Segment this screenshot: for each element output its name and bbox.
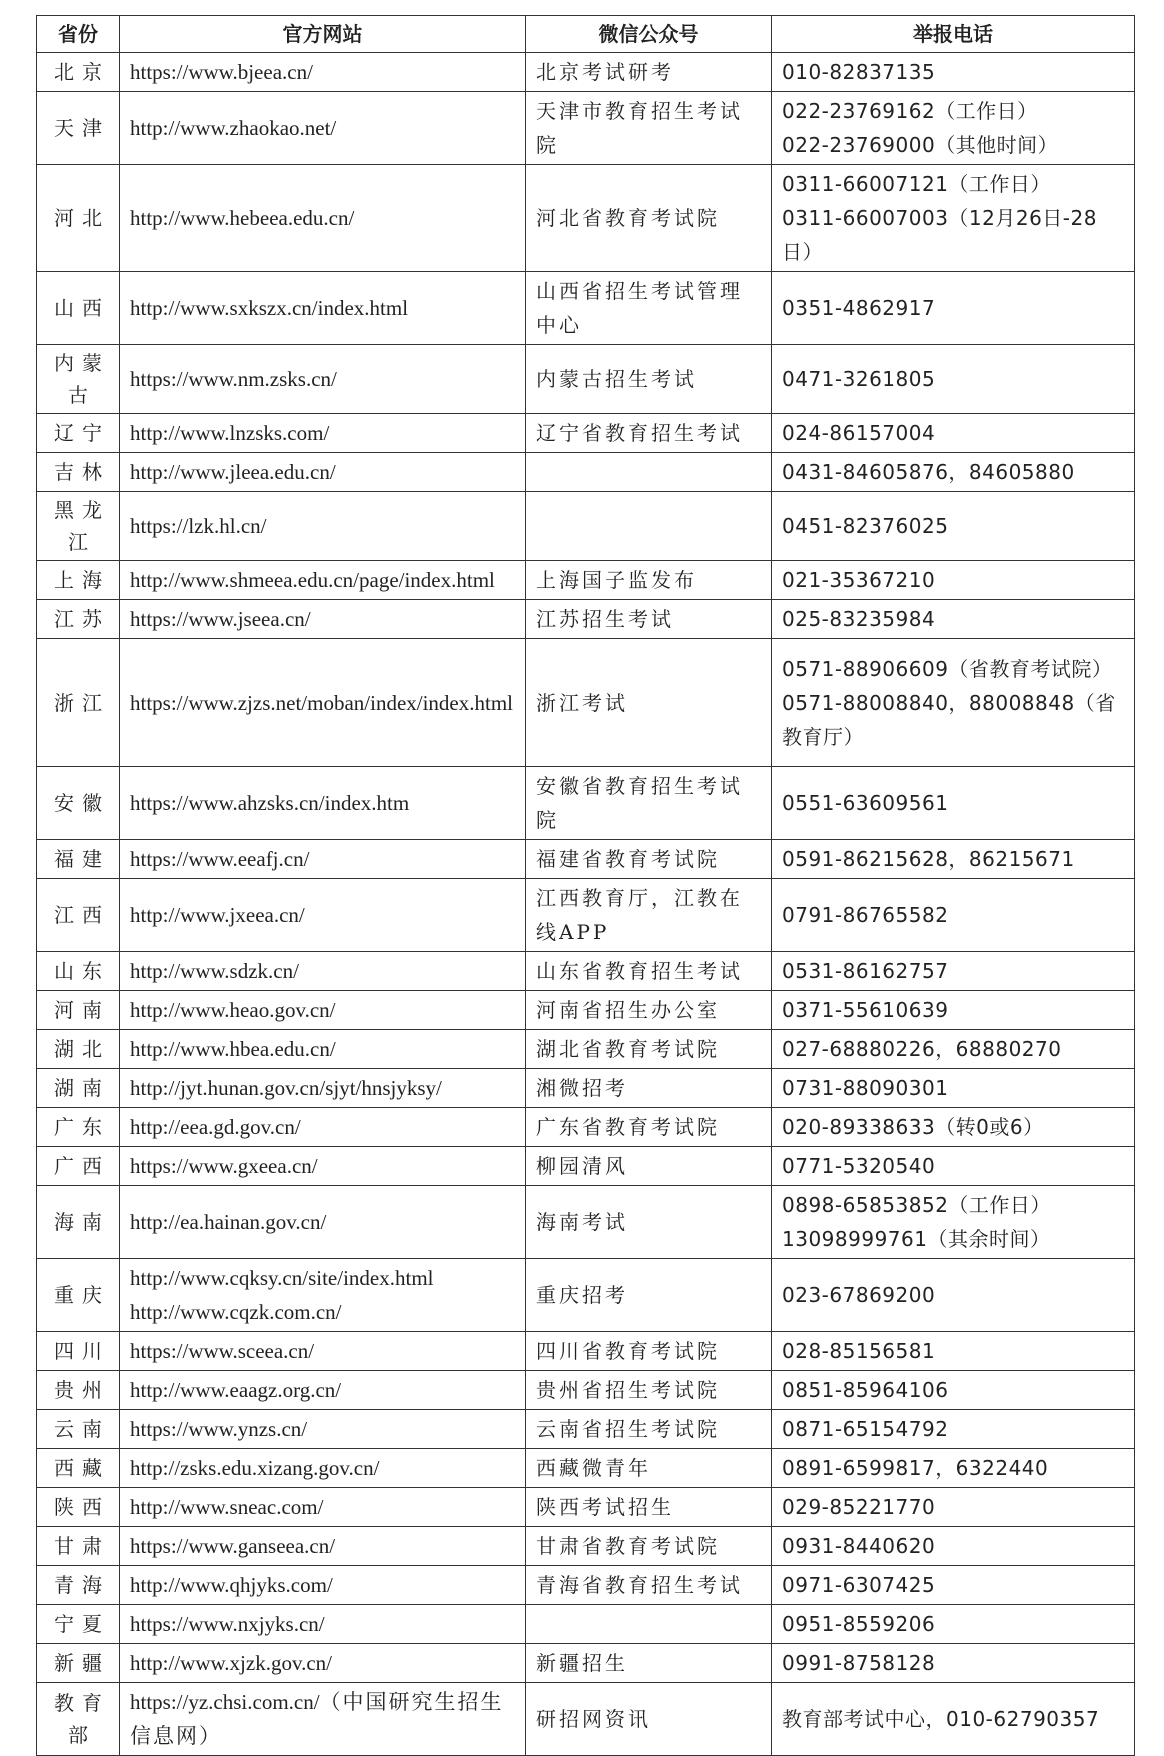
province-cell: 山西 xyxy=(37,272,120,345)
phone-number: 13098999761（其余时间） xyxy=(782,1227,1051,1251)
table-row xyxy=(37,1410,1135,1449)
province-cell: 河北 xyxy=(37,165,120,272)
phone-number: 0531-86162757 xyxy=(782,959,949,983)
phone-number: 020-89338633（转0或6） xyxy=(782,1115,1044,1139)
website-note: （中国研究生招生信息网） xyxy=(130,1690,504,1748)
phone-number: 029-85221770 xyxy=(782,1495,936,1519)
table-row xyxy=(37,840,1135,879)
province-cell: 吉林 xyxy=(37,453,120,492)
wechat-cell: 湖北省教育考试院 xyxy=(526,1030,772,1069)
phone-cell xyxy=(772,1147,1135,1186)
website-cell xyxy=(120,492,526,561)
table-header-row xyxy=(37,16,1135,53)
phone-number: 0571-88008840，88008848（省教育厅） xyxy=(782,690,1116,749)
phone-cell xyxy=(772,1030,1135,1069)
table-row xyxy=(37,92,1135,165)
phone-cell xyxy=(772,1371,1135,1410)
phone-number: 教育部考试中心，010-62790357 xyxy=(782,1707,1100,1731)
province-cell: 黑龙江 xyxy=(37,492,120,561)
website-cell xyxy=(120,1030,526,1069)
province-cell: 新疆 xyxy=(37,1644,120,1683)
province-cell: 上海 xyxy=(37,561,120,600)
phone-cell xyxy=(772,492,1135,561)
province-cell: 辽宁 xyxy=(37,414,120,453)
phone-number: 0371-55610639 xyxy=(782,998,949,1022)
website-cell xyxy=(120,414,526,453)
province-cell: 青海 xyxy=(37,1566,120,1605)
website-link[interactable]: http://www.hbea.edu.cn/ xyxy=(130,1037,336,1061)
website-link[interactable]: http://www.qhjyks.com/ xyxy=(130,1573,333,1597)
website-link[interactable]: https://www.ahzsks.cn/index.htm xyxy=(130,791,410,815)
province-cell: 宁夏 xyxy=(37,1605,120,1644)
website-link[interactable]: http://jyt.hunan.gov.cn/sjyt/hnsjyksy/ xyxy=(130,1076,442,1100)
province-cell: 北京 xyxy=(37,53,120,92)
table-row xyxy=(37,345,1135,414)
phone-cell xyxy=(772,1527,1135,1566)
table-row xyxy=(37,1030,1135,1069)
table-row xyxy=(37,165,1135,272)
website-link[interactable]: http://www.heao.gov.cn/ xyxy=(130,998,336,1022)
website-link[interactable]: https://www.zjzs.net/moban/index/index.html xyxy=(130,690,514,715)
table-row xyxy=(37,1644,1135,1683)
wechat-cell: 福建省教育考试院 xyxy=(526,840,772,879)
website-link[interactable]: http://www.sneac.com/ xyxy=(130,1495,324,1519)
phone-number: 022-23769162（工作日） xyxy=(782,99,1038,123)
wechat-cell: 柳园清风 xyxy=(526,1147,772,1186)
province-cell: 广东 xyxy=(37,1108,120,1147)
province-cell: 广西 xyxy=(37,1147,120,1186)
phone-cell xyxy=(772,1410,1135,1449)
website-cell xyxy=(120,840,526,879)
wechat-cell: 山东省教育招生考试 xyxy=(526,952,772,991)
website-link[interactable]: http://www.cqzk.com.cn/ xyxy=(130,1300,342,1324)
website-cell xyxy=(120,561,526,600)
website-link[interactable]: http://zsks.edu.xizang.gov.cn/ xyxy=(130,1456,380,1480)
wechat-cell: 河南省招生办公室 xyxy=(526,991,772,1030)
website-cell xyxy=(120,1644,526,1683)
website-cell xyxy=(120,952,526,991)
wechat-cell: 内蒙古招生考试 xyxy=(526,345,772,414)
website-link[interactable]: http://www.xjzk.gov.cn/ xyxy=(130,1651,333,1675)
website-cell xyxy=(120,1566,526,1605)
table-row xyxy=(37,879,1135,952)
table-row xyxy=(37,1371,1135,1410)
phone-cell xyxy=(772,1186,1135,1259)
phone-cell xyxy=(772,1566,1135,1605)
province-cell: 重庆 xyxy=(37,1259,120,1332)
wechat-cell: 北京考试研考 xyxy=(526,53,772,92)
wechat-cell: 陕西考试招生 xyxy=(526,1488,772,1527)
phone-number: 0971-6307425 xyxy=(782,1573,936,1597)
phone-cell xyxy=(772,1259,1135,1332)
website-cell xyxy=(120,1410,526,1449)
table-row xyxy=(37,453,1135,492)
phone-cell xyxy=(772,92,1135,165)
website-link[interactable]: https://www.nxjyks.cn/ xyxy=(130,1612,325,1636)
province-cell: 西藏 xyxy=(37,1449,120,1488)
phone-cell xyxy=(772,1449,1135,1488)
contacts-table-container xyxy=(36,15,1134,1756)
wechat-cell: 辽宁省教育招生考试 xyxy=(526,414,772,453)
table-row xyxy=(37,1605,1135,1644)
phone-cell xyxy=(772,991,1135,1030)
website-cell xyxy=(120,1527,526,1566)
website-cell xyxy=(120,879,526,952)
website-link[interactable]: http://www.zhaokao.net/ xyxy=(130,116,337,140)
website-link[interactable]: http://www.sdzk.cn/ xyxy=(130,959,299,983)
province-cell: 内蒙古 xyxy=(37,345,120,414)
phone-number: 028-85156581 xyxy=(782,1339,936,1363)
website-link[interactable]: https://www.jseea.cn/ xyxy=(130,607,311,631)
website-cell xyxy=(120,1449,526,1488)
table-row xyxy=(37,1527,1135,1566)
wechat-cell: 云南省招生考试院 xyxy=(526,1410,772,1449)
phone-cell xyxy=(772,600,1135,639)
phone-cell xyxy=(772,879,1135,952)
website-cell xyxy=(120,1488,526,1527)
website-link[interactable]: http://ea.hainan.gov.cn/ xyxy=(130,1210,327,1234)
phone-cell xyxy=(772,639,1135,767)
website-link[interactable]: https://www.sceea.cn/ xyxy=(130,1339,315,1363)
header-website: 官方网站 xyxy=(120,16,526,53)
table-row xyxy=(37,1108,1135,1147)
wechat-cell: 西藏微青年 xyxy=(526,1449,772,1488)
website-cell xyxy=(120,92,526,165)
phone-number: 0311-66007003（12月26日-28日） xyxy=(782,206,1097,264)
header-wechat: 微信公众号 xyxy=(526,16,772,53)
exam-contacts-table xyxy=(36,15,1135,1756)
website-link[interactable]: https://yz.chsi.com.cn/ xyxy=(130,1690,320,1714)
website-cell xyxy=(120,1108,526,1147)
province-cell: 四川 xyxy=(37,1332,120,1371)
phone-cell xyxy=(772,1332,1135,1371)
website-cell xyxy=(120,639,526,767)
website-cell xyxy=(120,53,526,92)
phone-number: 0931-8440620 xyxy=(782,1534,936,1558)
table-row xyxy=(37,414,1135,453)
website-link[interactable]: https://www.nm.zsks.cn/ xyxy=(130,367,337,391)
phone-cell xyxy=(772,1605,1135,1644)
wechat-cell: 山西省招生考试管理中心 xyxy=(526,272,772,345)
website-link[interactable]: http://eea.gd.gov.cn/ xyxy=(130,1115,301,1139)
phone-cell xyxy=(772,561,1135,600)
phone-cell xyxy=(772,767,1135,840)
phone-number: 0898-65853852（工作日） xyxy=(782,1193,1051,1217)
phone-number: 0551-63609561 xyxy=(782,791,949,815)
table-row xyxy=(37,1186,1135,1259)
phone-cell xyxy=(772,414,1135,453)
header-province: 省份 xyxy=(37,16,120,53)
website-link[interactable]: http://www.hebeea.edu.cn/ xyxy=(130,206,355,230)
website-link[interactable]: https://www.ynzs.cn/ xyxy=(130,1417,308,1441)
wechat-cell: 甘肃省教育考试院 xyxy=(526,1527,772,1566)
website-link[interactable]: https://lzk.hl.cn/ xyxy=(130,514,267,538)
table-row xyxy=(37,1488,1135,1527)
website-link[interactable]: http://www.lnzsks.com/ xyxy=(130,421,330,445)
table-row xyxy=(37,53,1135,92)
phone-number: 0891-6599817，6322440 xyxy=(782,1456,1049,1480)
table-row xyxy=(37,1449,1135,1488)
website-link[interactable]: http://www.jxeea.cn/ xyxy=(130,903,305,927)
wechat-cell: 重庆招考 xyxy=(526,1259,772,1332)
wechat-cell xyxy=(526,453,772,492)
phone-number: 0771-5320540 xyxy=(782,1154,936,1178)
province-cell: 安徽 xyxy=(37,767,120,840)
website-cell xyxy=(120,767,526,840)
website-link[interactable]: http://www.sxkszx.cn/index.html xyxy=(130,296,409,320)
website-cell xyxy=(120,165,526,272)
wechat-cell xyxy=(526,492,772,561)
province-cell: 江苏 xyxy=(37,600,120,639)
wechat-cell: 新疆招生 xyxy=(526,1644,772,1683)
website-link[interactable]: https://www.ganseea.cn/ xyxy=(130,1534,336,1558)
phone-cell xyxy=(772,1644,1135,1683)
phone-cell xyxy=(772,1069,1135,1108)
phone-number: 022-23769000（其他时间） xyxy=(782,133,1059,157)
phone-cell xyxy=(772,345,1135,414)
phone-cell xyxy=(772,453,1135,492)
wechat-cell: 安徽省教育招生考试院 xyxy=(526,767,772,840)
table-row xyxy=(37,991,1135,1030)
province-cell: 教育部 xyxy=(37,1683,120,1756)
table-row xyxy=(37,767,1135,840)
wechat-cell: 海南考试 xyxy=(526,1186,772,1259)
website-link[interactable]: https://www.bjeea.cn/ xyxy=(130,60,313,84)
website-cell xyxy=(120,345,526,414)
website-cell xyxy=(120,600,526,639)
phone-number: 0351-4862917 xyxy=(782,296,936,320)
website-cell xyxy=(120,453,526,492)
phone-cell xyxy=(772,1108,1135,1147)
website-cell xyxy=(120,272,526,345)
phone-number: 021-35367210 xyxy=(782,568,936,592)
website-cell xyxy=(120,991,526,1030)
website-cell xyxy=(120,1605,526,1644)
phone-number: 023-67869200 xyxy=(782,1283,936,1307)
phone-number: 027-68880226，68880270 xyxy=(782,1037,1062,1061)
province-cell: 山东 xyxy=(37,952,120,991)
website-link[interactable]: http://www.cqksy.cn/site/index.html xyxy=(130,1266,434,1290)
website-cell xyxy=(120,1186,526,1259)
phone-number: 025-83235984 xyxy=(782,607,936,631)
table-row xyxy=(37,272,1135,345)
website-link[interactable]: http://www.jleea.edu.cn/ xyxy=(130,460,336,484)
website-cell xyxy=(120,1371,526,1410)
province-cell: 甘肃 xyxy=(37,1527,120,1566)
wechat-cell: 研招网资讯 xyxy=(526,1683,772,1756)
phone-number: 0791-86765582 xyxy=(782,903,949,927)
province-cell: 湖南 xyxy=(37,1069,120,1108)
wechat-cell: 天津市教育招生考试院 xyxy=(526,92,772,165)
province-cell: 海南 xyxy=(37,1186,120,1259)
province-cell: 天津 xyxy=(37,92,120,165)
wechat-cell: 湘微招考 xyxy=(526,1069,772,1108)
website-link[interactable]: https://www.eeafj.cn/ xyxy=(130,847,310,871)
phone-cell xyxy=(772,952,1135,991)
website-cell xyxy=(120,1332,526,1371)
province-cell: 贵州 xyxy=(37,1371,120,1410)
table-row xyxy=(37,1683,1135,1756)
phone-cell xyxy=(772,272,1135,345)
website-cell xyxy=(120,1147,526,1186)
wechat-cell: 浙江考试 xyxy=(526,639,772,767)
table-body xyxy=(37,53,1135,1756)
wechat-cell: 贵州省招生考试院 xyxy=(526,1371,772,1410)
website-cell xyxy=(120,1259,526,1332)
phone-cell xyxy=(772,53,1135,92)
phone-number: 0951-8559206 xyxy=(782,1612,936,1636)
province-cell: 浙江 xyxy=(37,639,120,767)
phone-cell xyxy=(772,1488,1135,1527)
table-row xyxy=(37,561,1135,600)
phone-number: 024-86157004 xyxy=(782,421,936,445)
table-row xyxy=(37,1147,1135,1186)
phone-number: 0431-84605876，84605880 xyxy=(782,460,1075,484)
province-cell: 湖北 xyxy=(37,1030,120,1069)
wechat-cell: 江苏招生考试 xyxy=(526,600,772,639)
phone-number: 0311-66007121（工作日） xyxy=(782,172,1051,196)
phone-number: 0871-65154792 xyxy=(782,1417,949,1441)
phone-number: 0571-88906609（省教育考试院） xyxy=(782,656,1113,681)
province-cell: 河南 xyxy=(37,991,120,1030)
wechat-cell: 青海省教育招生考试 xyxy=(526,1566,772,1605)
wechat-cell: 江西教育厅，江教在线APP xyxy=(526,879,772,952)
table-row xyxy=(37,1259,1135,1332)
table-row xyxy=(37,1332,1135,1371)
province-cell: 江西 xyxy=(37,879,120,952)
website-link[interactable]: http://www.eaagz.org.cn/ xyxy=(130,1378,342,1402)
wechat-cell: 上海国子监发布 xyxy=(526,561,772,600)
wechat-cell xyxy=(526,1605,772,1644)
table-row xyxy=(37,639,1135,767)
table-row xyxy=(37,600,1135,639)
table-row xyxy=(37,952,1135,991)
table-row xyxy=(37,1069,1135,1108)
table-row xyxy=(37,492,1135,561)
phone-number: 0851-85964106 xyxy=(782,1378,949,1402)
wechat-cell: 河北省教育考试院 xyxy=(526,165,772,272)
wechat-cell: 广东省教育考试院 xyxy=(526,1108,772,1147)
website-link[interactable]: http://www.shmeea.edu.cn/page/index.html xyxy=(130,568,495,592)
province-cell: 陕西 xyxy=(37,1488,120,1527)
website-cell xyxy=(120,1069,526,1108)
website-cell xyxy=(120,1683,526,1756)
phone-number: 0731-88090301 xyxy=(782,1076,949,1100)
phone-number: 0471-3261805 xyxy=(782,367,936,391)
phone-cell xyxy=(772,1683,1135,1756)
phone-number: 0591-86215628，86215671 xyxy=(782,847,1075,871)
phone-number: 0451-82376025 xyxy=(782,514,949,538)
table-row xyxy=(37,1566,1135,1605)
header-phone: 举报电话 xyxy=(772,16,1135,53)
wechat-cell: 四川省教育考试院 xyxy=(526,1332,772,1371)
phone-number: 0991-8758128 xyxy=(782,1651,936,1675)
province-cell: 云南 xyxy=(37,1410,120,1449)
phone-cell xyxy=(772,840,1135,879)
phone-number: 010-82837135 xyxy=(782,60,936,84)
phone-cell xyxy=(772,165,1135,272)
website-link[interactable]: https://www.gxeea.cn/ xyxy=(130,1154,318,1178)
province-cell: 福建 xyxy=(37,840,120,879)
